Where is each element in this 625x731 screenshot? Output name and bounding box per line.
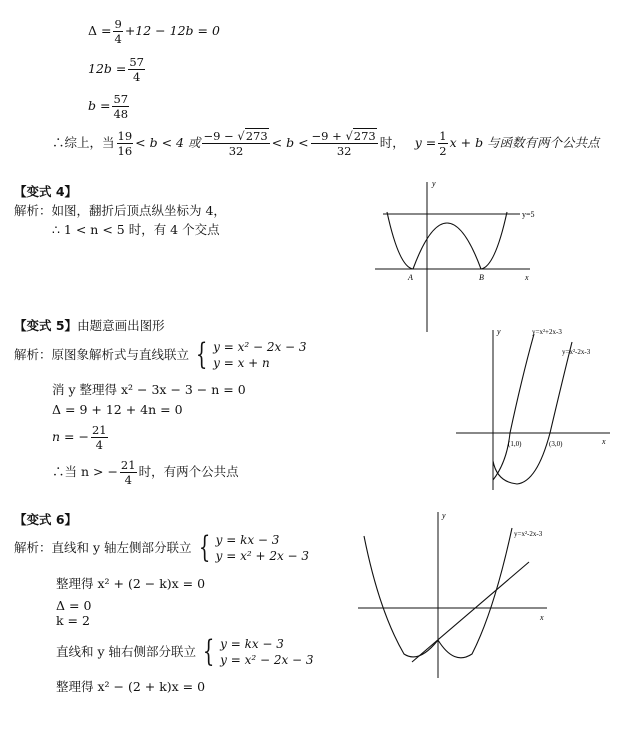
- v4-left-branch: [387, 212, 413, 269]
- v4-point-b: B: [479, 273, 484, 282]
- conclusion-line: ∴综上，当 $\frac{19}{16}$ < b < 4 或 $\frac{-9 - √273}{32}$ < b < $\frac{-9 + √273}{32}$ 时， y = $\frac{1}{2}$ x + b 与函数有两个公共点: [52, 129, 600, 159]
- v4-y-label: y: [432, 179, 436, 188]
- v6-system-left: 解析：直线和 y 轴左侧部分联立 { y = kx − 3 y = x² + 2x − 3: [14, 530, 310, 565]
- v5-curve1-label: y=x²+2x-3: [532, 328, 562, 336]
- v4-right-branch: [481, 212, 507, 269]
- v5-heading: 【变式 5】 由题意画出图形: [14, 318, 165, 333]
- v6-eq2: 整理得 x² − (2 + k)x = 0: [56, 679, 206, 694]
- v5-conclusion: ∴当 n > − $\frac{21}{4}$ 时，有两个公共点: [52, 458, 239, 488]
- v6-heading: 【变式 6】: [14, 512, 78, 527]
- v5-n-value: n = − $\frac{21}{4}$: [52, 423, 107, 453]
- v4-graph: [375, 172, 545, 342]
- v5-curve2: [493, 342, 572, 484]
- v6-delta: Δ = 0: [56, 598, 92, 613]
- v6-left-parabola: [364, 536, 438, 657]
- v6-line: [412, 562, 529, 662]
- v5-point2: (3,0): [549, 440, 563, 448]
- v6-system-right: 直线和 y 轴右侧部分联立 { y = kx − 3 y = x² − 2x − 3: [56, 634, 314, 669]
- b-equation: b = $\frac{57}{48}$: [88, 92, 129, 122]
- v6-x-label: x: [540, 613, 544, 622]
- delta-equation: Δ = $\frac{9}{4}$ +12 − 12b = 0: [88, 17, 220, 47]
- v4-line2: ∴ 1 < n < 5 时，有 4 个交点: [52, 222, 220, 237]
- v4-line-label: y=5: [522, 210, 535, 219]
- v6-curve-label: y=x²-2x-3: [514, 530, 543, 538]
- v4-x-label: x: [525, 273, 529, 282]
- v6-eq1: 整理得 x² + (2 − k)x = 0: [56, 576, 206, 591]
- v4-line1: 解析：如图，翻折后顶点纵坐标为 4，: [14, 203, 226, 218]
- v5-elim: 消 y 整理得 x² − 3x − 3 − n = 0: [52, 382, 246, 397]
- v4-heading: 【变式 4】: [14, 184, 78, 199]
- v5-y-label: y: [497, 327, 501, 336]
- v4-middle-arch: [413, 223, 481, 269]
- v5-curve1: [493, 334, 534, 480]
- v5-system: 解析：原图象解析式与直线联立 { y = x² − 2x − 3 y = x + n: [14, 337, 307, 372]
- v6-right-parabola: [438, 528, 512, 658]
- v5-point1: (1,0): [508, 440, 522, 448]
- v5-graph: [452, 322, 622, 494]
- v5-curve2-label: y=x²-2x-3: [562, 348, 591, 356]
- v5-x-label: x: [602, 437, 606, 446]
- v6-y-label: y: [442, 511, 446, 520]
- v4-point-a: A: [408, 273, 413, 282]
- v5-delta: Δ = 9 + 12 + 4n = 0: [52, 402, 183, 417]
- v6-graph: [354, 506, 559, 684]
- b12-equation: 12b = $\frac{57}{4}$: [88, 55, 144, 85]
- v6-k-value: k = 2: [56, 613, 90, 628]
